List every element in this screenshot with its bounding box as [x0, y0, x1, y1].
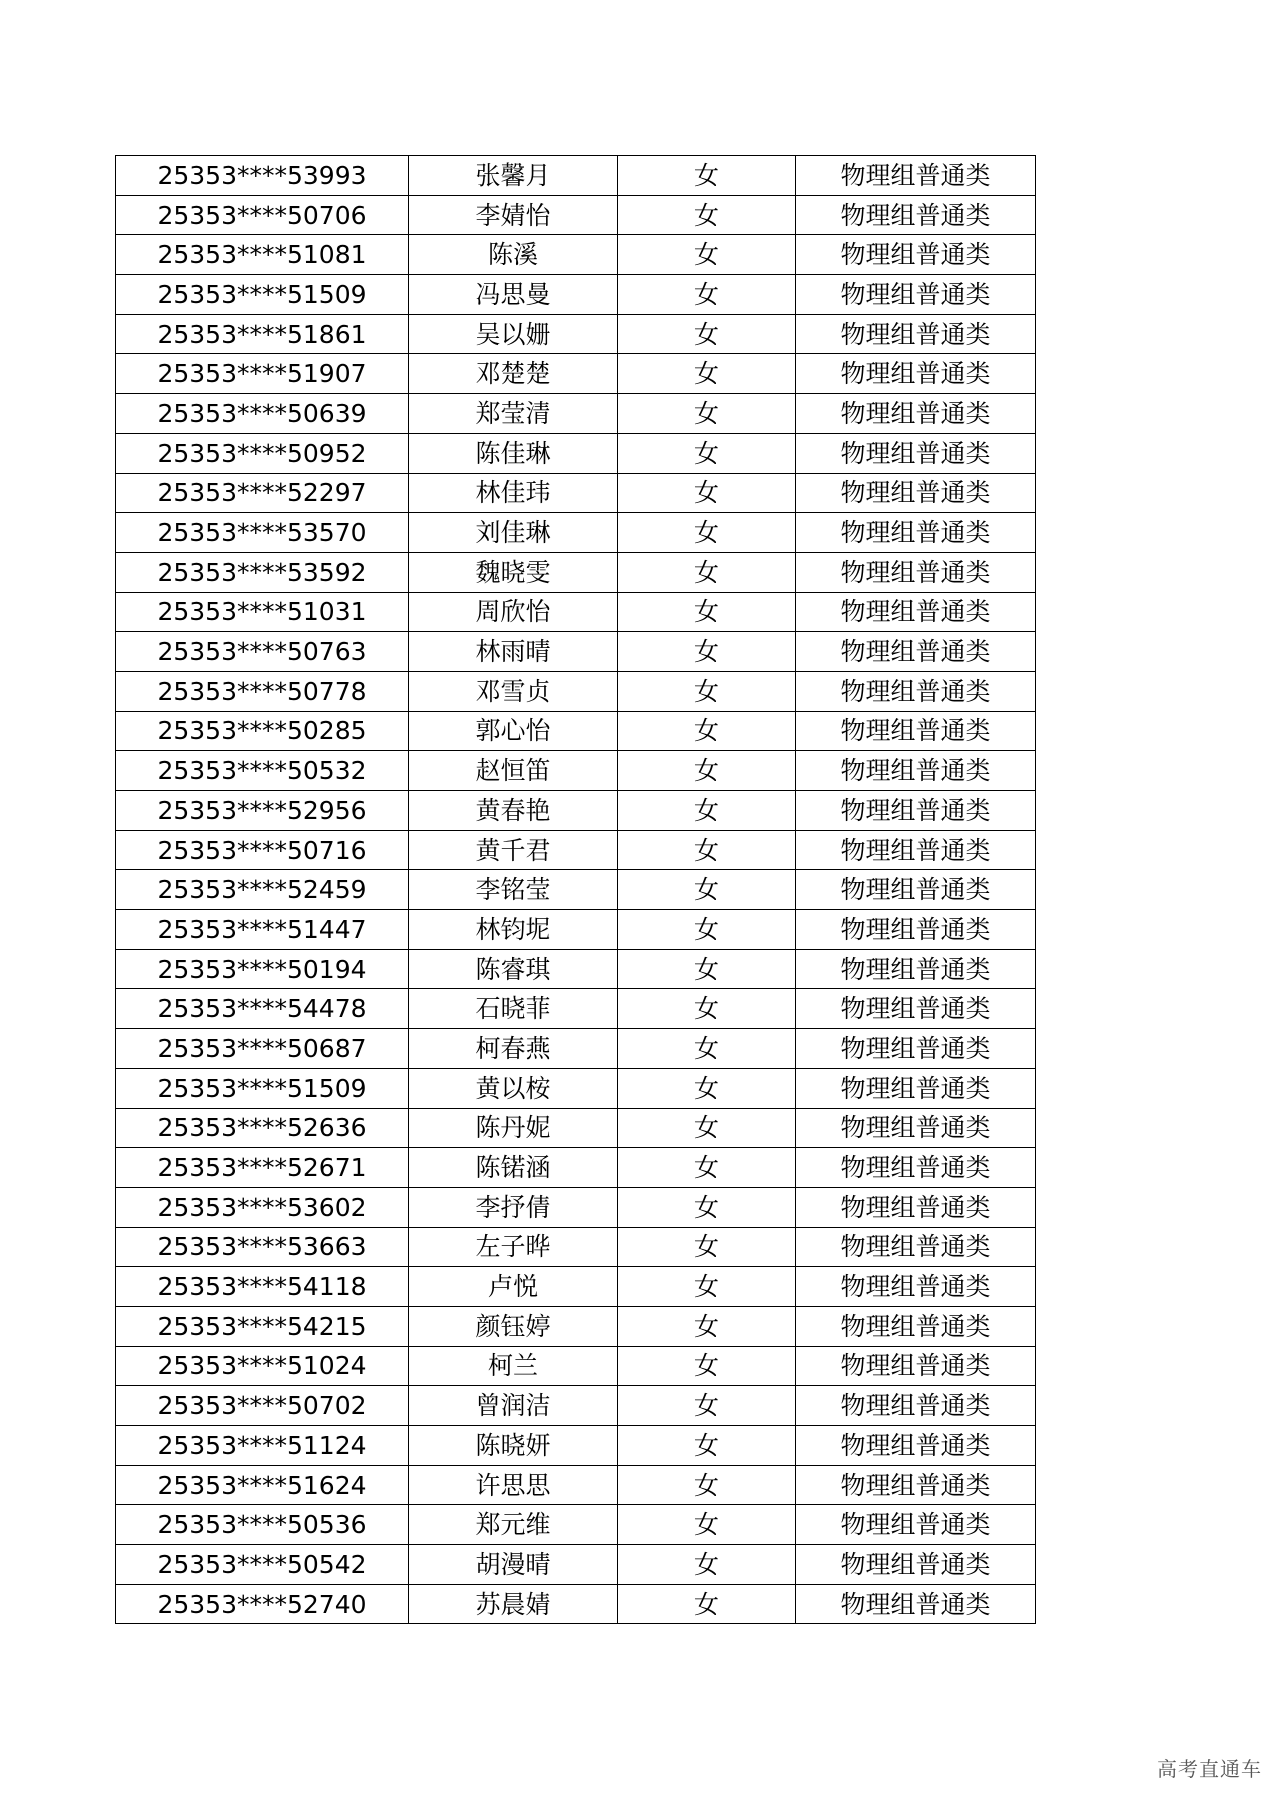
gender-cell: 女 [618, 1108, 796, 1148]
table-row [116, 275, 1036, 315]
category-cell: 物理组普通类 [796, 1227, 1036, 1267]
table-row [116, 1068, 1036, 1108]
candidate-id-cell: 25353****52297 [116, 473, 409, 513]
candidate-id-cell: 25353****51024 [116, 1346, 409, 1386]
student-name-cell: 颜钰婷 [409, 1306, 618, 1346]
category-cell: 物理组普通类 [796, 1306, 1036, 1346]
student-name-cell: 刘佳琳 [409, 513, 618, 553]
candidate-id-cell: 25353****53993 [116, 156, 409, 196]
candidate-id-cell: 25353****51124 [116, 1426, 409, 1466]
gender-cell: 女 [618, 632, 796, 672]
category-cell: 物理组普通类 [796, 910, 1036, 950]
candidate-id-cell: 25353****51861 [116, 314, 409, 354]
candidate-id-cell: 25353****54478 [116, 989, 409, 1029]
gender-cell: 女 [618, 1584, 796, 1624]
student-name-cell: 李铭莹 [409, 870, 618, 910]
category-cell: 物理组普通类 [796, 830, 1036, 870]
category-cell: 物理组普通类 [796, 1545, 1036, 1585]
table-row [116, 910, 1036, 950]
table-row [116, 156, 1036, 196]
candidate-id-cell: 25353****50702 [116, 1386, 409, 1426]
student-name-cell: 陈睿琪 [409, 949, 618, 989]
student-name-cell: 胡漫晴 [409, 1545, 618, 1585]
gender-cell: 女 [618, 791, 796, 831]
candidate-id-cell: 25353****50716 [116, 830, 409, 870]
table-row [116, 1505, 1036, 1545]
gender-cell: 女 [618, 1267, 796, 1307]
candidate-id-cell: 25353****53663 [116, 1227, 409, 1267]
category-cell: 物理组普通类 [796, 632, 1036, 672]
table-body [116, 156, 1036, 1624]
category-cell: 物理组普通类 [796, 989, 1036, 1029]
gender-cell: 女 [618, 751, 796, 791]
category-cell: 物理组普通类 [796, 1465, 1036, 1505]
gender-cell: 女 [618, 1068, 796, 1108]
table-row [116, 1227, 1036, 1267]
watermark: 高考直通车 [1157, 1757, 1262, 1781]
candidate-id-cell: 25353****51509 [116, 1068, 409, 1108]
student-name-cell: 郑莹清 [409, 394, 618, 434]
student-name-cell: 邓雪贞 [409, 671, 618, 711]
student-name-cell: 林佳玮 [409, 473, 618, 513]
gender-cell: 女 [618, 1148, 796, 1188]
student-name-cell: 黄春艳 [409, 791, 618, 831]
gender-cell: 女 [618, 830, 796, 870]
gender-cell: 女 [618, 1187, 796, 1227]
gender-cell: 女 [618, 1029, 796, 1069]
category-cell: 物理组普通类 [796, 751, 1036, 791]
student-name-cell: 李婧怡 [409, 195, 618, 235]
candidate-id-cell: 25353****51031 [116, 592, 409, 632]
category-cell: 物理组普通类 [796, 791, 1036, 831]
gender-cell: 女 [618, 1306, 796, 1346]
candidate-id-cell: 25353****51081 [116, 235, 409, 275]
category-cell: 物理组普通类 [796, 473, 1036, 513]
student-name-cell: 陈溪 [409, 235, 618, 275]
student-name-cell: 柯兰 [409, 1346, 618, 1386]
gender-cell: 女 [618, 1227, 796, 1267]
table-row [116, 671, 1036, 711]
student-name-cell: 黄千君 [409, 830, 618, 870]
category-cell: 物理组普通类 [796, 314, 1036, 354]
category-cell: 物理组普通类 [796, 1108, 1036, 1148]
table-row [116, 314, 1036, 354]
student-name-cell: 陈丹妮 [409, 1108, 618, 1148]
category-cell: 物理组普通类 [796, 1068, 1036, 1108]
student-name-cell: 柯春燕 [409, 1029, 618, 1069]
gender-cell: 女 [618, 552, 796, 592]
table-row [116, 1148, 1036, 1188]
gender-cell: 女 [618, 870, 796, 910]
student-name-cell: 魏晓雯 [409, 552, 618, 592]
category-cell: 物理组普通类 [796, 1029, 1036, 1069]
student-name-cell: 张馨月 [409, 156, 618, 196]
candidate-id-cell: 25353****50536 [116, 1505, 409, 1545]
gender-cell: 女 [618, 1505, 796, 1545]
student-name-cell: 许思思 [409, 1465, 618, 1505]
gender-cell: 女 [618, 1386, 796, 1426]
table-row [116, 1306, 1036, 1346]
candidate-id-cell: 25353****50687 [116, 1029, 409, 1069]
category-cell: 物理组普通类 [796, 1148, 1036, 1188]
candidate-id-cell: 25353****54215 [116, 1306, 409, 1346]
table-row [116, 830, 1036, 870]
gender-cell: 女 [618, 314, 796, 354]
candidate-id-cell: 25353****51447 [116, 910, 409, 950]
category-cell: 物理组普通类 [796, 354, 1036, 394]
admission-list-table [115, 155, 1036, 1624]
student-name-cell: 林雨晴 [409, 632, 618, 672]
category-cell: 物理组普通类 [796, 195, 1036, 235]
table-row [116, 1267, 1036, 1307]
table-row [116, 1465, 1036, 1505]
gender-cell: 女 [618, 1545, 796, 1585]
table-row [116, 1029, 1036, 1069]
category-cell: 物理组普通类 [796, 1426, 1036, 1466]
table-row [116, 711, 1036, 751]
gender-cell: 女 [618, 949, 796, 989]
table-row [116, 870, 1036, 910]
student-name-cell: 左子晔 [409, 1227, 618, 1267]
category-cell: 物理组普通类 [796, 1346, 1036, 1386]
student-name-cell: 吴以姗 [409, 314, 618, 354]
gender-cell: 女 [618, 989, 796, 1029]
table-row [116, 1545, 1036, 1585]
category-cell: 物理组普通类 [796, 552, 1036, 592]
gender-cell: 女 [618, 354, 796, 394]
category-cell: 物理组普通类 [796, 870, 1036, 910]
table-row [116, 1426, 1036, 1466]
candidate-id-cell: 25353****52671 [116, 1148, 409, 1188]
candidate-id-cell: 25353****52459 [116, 870, 409, 910]
candidate-id-cell: 25353****50285 [116, 711, 409, 751]
candidate-id-cell: 25353****51509 [116, 275, 409, 315]
category-cell: 物理组普通类 [796, 949, 1036, 989]
student-name-cell: 黄以桉 [409, 1068, 618, 1108]
table-row [116, 195, 1036, 235]
candidate-id-cell: 25353****50542 [116, 1545, 409, 1585]
student-name-cell: 曾润洁 [409, 1386, 618, 1426]
candidate-id-cell: 25353****50194 [116, 949, 409, 989]
category-cell: 物理组普通类 [796, 592, 1036, 632]
candidate-id-cell: 25353****50952 [116, 433, 409, 473]
table-row [116, 513, 1036, 553]
table-row [116, 949, 1036, 989]
student-name-cell: 李抒倩 [409, 1187, 618, 1227]
candidate-id-cell: 25353****52636 [116, 1108, 409, 1148]
candidate-id-cell: 25353****53570 [116, 513, 409, 553]
gender-cell: 女 [618, 592, 796, 632]
table-row [116, 433, 1036, 473]
student-name-cell: 陈佳琳 [409, 433, 618, 473]
gender-cell: 女 [618, 195, 796, 235]
student-name-cell: 陈晓妍 [409, 1426, 618, 1466]
category-cell: 物理组普通类 [796, 671, 1036, 711]
student-name-cell: 郑元维 [409, 1505, 618, 1545]
gender-cell: 女 [618, 156, 796, 196]
table-row [116, 989, 1036, 1029]
candidate-id-cell: 25353****50639 [116, 394, 409, 434]
student-name-cell: 郭心怡 [409, 711, 618, 751]
table-row [116, 1108, 1036, 1148]
student-name-cell: 林钧坭 [409, 910, 618, 950]
category-cell: 物理组普通类 [796, 1386, 1036, 1426]
table-row [116, 1386, 1036, 1426]
category-cell: 物理组普通类 [796, 235, 1036, 275]
table-row [116, 632, 1036, 672]
table-row [116, 394, 1036, 434]
gender-cell: 女 [618, 473, 796, 513]
category-cell: 物理组普通类 [796, 275, 1036, 315]
gender-cell: 女 [618, 275, 796, 315]
category-cell: 物理组普通类 [796, 394, 1036, 434]
student-name-cell: 石晓菲 [409, 989, 618, 1029]
category-cell: 物理组普通类 [796, 1187, 1036, 1227]
candidate-id-cell: 25353****51907 [116, 354, 409, 394]
category-cell: 物理组普通类 [796, 513, 1036, 553]
gender-cell: 女 [618, 394, 796, 434]
gender-cell: 女 [618, 910, 796, 950]
gender-cell: 女 [618, 1346, 796, 1386]
candidate-id-cell: 25353****50532 [116, 751, 409, 791]
gender-cell: 女 [618, 711, 796, 751]
table-row [116, 473, 1036, 513]
table-row [116, 354, 1036, 394]
table-row [116, 1346, 1036, 1386]
candidate-id-cell: 25353****54118 [116, 1267, 409, 1307]
candidate-id-cell: 25353****50706 [116, 195, 409, 235]
gender-cell: 女 [618, 1465, 796, 1505]
student-name-cell: 卢悦 [409, 1267, 618, 1307]
table-row [116, 592, 1036, 632]
gender-cell: 女 [618, 671, 796, 711]
student-name-cell: 邓楚楚 [409, 354, 618, 394]
student-name-cell: 冯思曼 [409, 275, 618, 315]
table-row [116, 1584, 1036, 1624]
gender-cell: 女 [618, 1426, 796, 1466]
category-cell: 物理组普通类 [796, 156, 1036, 196]
student-name-cell: 陈锘涵 [409, 1148, 618, 1188]
gender-cell: 女 [618, 235, 796, 275]
student-name-cell: 苏晨婧 [409, 1584, 618, 1624]
category-cell: 物理组普通类 [796, 1505, 1036, 1545]
candidate-id-cell: 25353****50763 [116, 632, 409, 672]
table-row [116, 552, 1036, 592]
table-row [116, 1187, 1036, 1227]
gender-cell: 女 [618, 513, 796, 553]
gender-cell: 女 [618, 433, 796, 473]
category-cell: 物理组普通类 [796, 1584, 1036, 1624]
candidate-id-cell: 25353****51624 [116, 1465, 409, 1505]
candidate-id-cell: 25353****53592 [116, 552, 409, 592]
candidate-id-cell: 25353****52956 [116, 791, 409, 831]
candidate-id-cell: 25353****52740 [116, 1584, 409, 1624]
table-row [116, 751, 1036, 791]
candidate-id-cell: 25353****50778 [116, 671, 409, 711]
category-cell: 物理组普通类 [796, 433, 1036, 473]
table-row [116, 235, 1036, 275]
candidate-id-cell: 25353****53602 [116, 1187, 409, 1227]
category-cell: 物理组普通类 [796, 1267, 1036, 1307]
category-cell: 物理组普通类 [796, 711, 1036, 751]
table-row [116, 791, 1036, 831]
student-name-cell: 赵恒笛 [409, 751, 618, 791]
student-name-cell: 周欣怡 [409, 592, 618, 632]
